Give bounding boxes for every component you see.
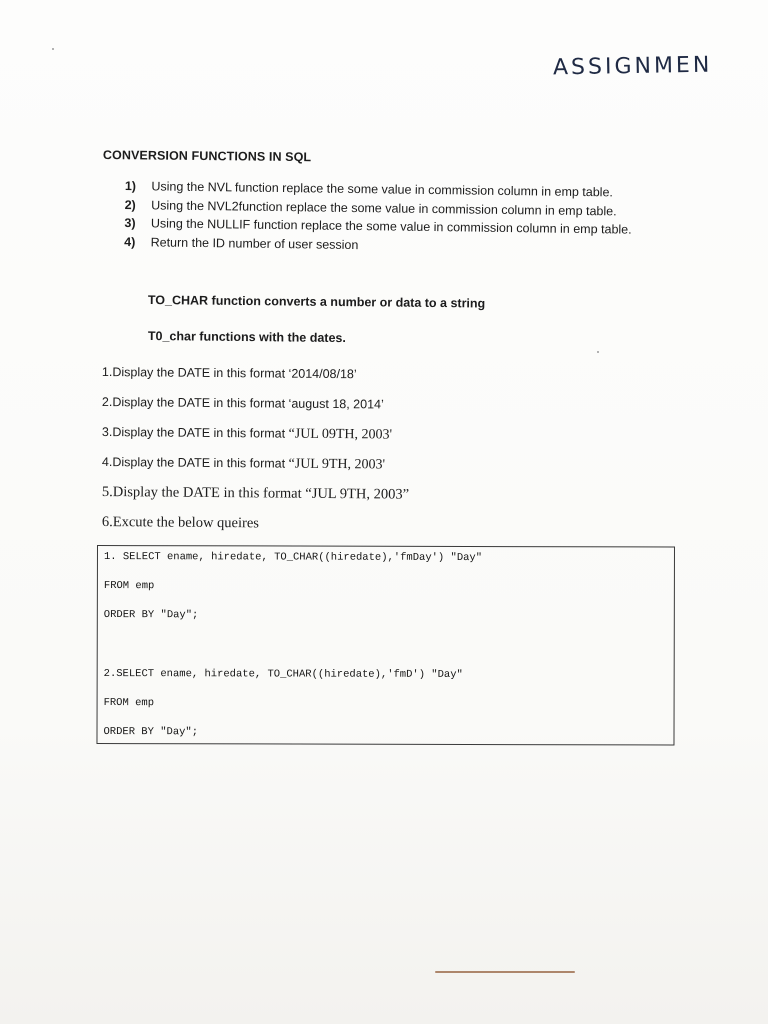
sql-code-box bbox=[96, 545, 675, 746]
list-item-number: 1) bbox=[124, 179, 137, 194]
task-format-value: ‘2014/08/18’ bbox=[288, 366, 357, 382]
list-item-text: Using the NVL2function replace the some value in commission column in emp table. bbox=[151, 197, 617, 218]
task-format-value: “JUL 09TH, 2003' bbox=[288, 426, 393, 443]
to-char-dates-heading: T0_char functions with the dates. bbox=[147, 329, 346, 346]
task-format-value: ‘august 18, 2014’ bbox=[288, 396, 384, 412]
task-item bbox=[102, 365, 357, 381]
code-line: ORDER BY "Day"; bbox=[103, 726, 199, 739]
task-item: 5.Display the DATE in this format “JUL 9TH, 2003” bbox=[101, 484, 410, 503]
code-line: 2.SELECT ename, hiredate, TO_CHAR((hiredate),'fmD') "Day" bbox=[103, 668, 463, 681]
scan-artifact-line bbox=[435, 971, 575, 973]
list-item-number: 4) bbox=[124, 234, 136, 249]
task-text: 2.Display the DATE in this format bbox=[101, 395, 289, 411]
task-text: 4.Display the DATE in this format bbox=[101, 455, 289, 471]
task-item bbox=[102, 395, 384, 411]
code-line: 1. SELECT ename, hiredate, TO_CHAR((hiredate),'fmDay') "Day" bbox=[103, 551, 483, 565]
list-item-number: 2) bbox=[124, 197, 136, 212]
task-item: 6.Excute the below queires bbox=[101, 514, 260, 532]
task-format-value: “JUL 9TH, 2003' bbox=[288, 456, 386, 473]
list-item-text: Return the ID number of user session bbox=[150, 234, 359, 252]
list-item-text: Using the NULLIF function replace the some value in commission column in emp table. bbox=[150, 216, 632, 237]
page-heading: CONVERSION FUNCTIONS IN SQL bbox=[102, 148, 312, 165]
task-item bbox=[102, 455, 385, 473]
scan-speck bbox=[52, 48, 54, 50]
list-item-number: 3) bbox=[124, 215, 136, 231]
task-text: 1.Display the DATE in this format bbox=[101, 365, 289, 381]
handwritten-title: ASSIGNMEN bbox=[552, 52, 713, 81]
task-text: 3.Display the DATE in this format bbox=[101, 425, 289, 441]
scan-speck bbox=[597, 351, 599, 353]
list-item-text: Using the NVL function replace the some value in commission column in emp table. bbox=[151, 179, 614, 200]
code-line: ORDER BY "Day"; bbox=[103, 609, 199, 622]
task-item bbox=[102, 425, 392, 444]
code-line: FROM emp bbox=[103, 580, 155, 593]
question-list bbox=[124, 179, 685, 260]
code-line: FROM emp bbox=[103, 697, 155, 710]
to-char-heading: TO_CHAR function converts a number or data to a string bbox=[147, 293, 486, 311]
